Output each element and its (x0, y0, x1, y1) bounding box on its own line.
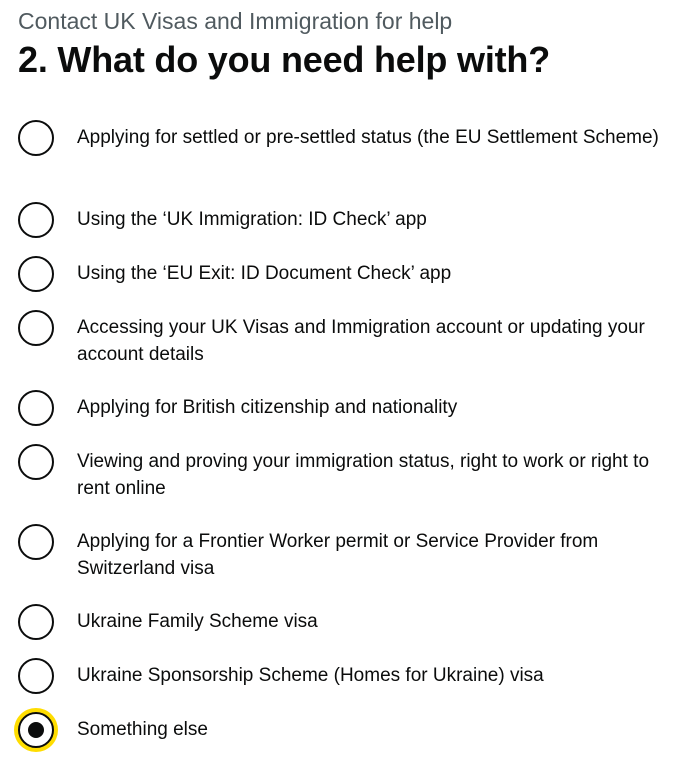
radio-label[interactable]: Applying for a Frontier Worker permit or Service Provider from Switzerland visa (77, 531, 599, 579)
radio-selected-dot (28, 722, 44, 738)
radio-button[interactable] (18, 310, 54, 346)
radio-label[interactable]: Ukraine Family Scheme visa (77, 611, 318, 632)
radio-label[interactable]: Using the ‘EU Exit: ID Document Check’ app (77, 263, 452, 284)
radio-label[interactable]: Ukraine Sponsorship Scheme (Homes for Ukraine) visa (77, 665, 544, 686)
page-caption: Contact UK Visas and Immigration for help (18, 8, 453, 34)
radio-label[interactable]: Accessing your UK Visas and Immigration account or updating your account details (77, 317, 645, 365)
radio-button-selected[interactable] (18, 712, 54, 748)
radio-label[interactable]: Applying for British citizenship and nationality (77, 397, 458, 418)
radio-label[interactable]: Viewing and proving your immigration status, right to work or right to rent online (77, 451, 650, 499)
radio-label[interactable]: Something else (77, 719, 208, 740)
radio-label[interactable]: Using the ‘UK Immigration: ID Check’ app (77, 209, 427, 230)
radio-button[interactable] (18, 604, 54, 640)
radio-button[interactable] (18, 444, 54, 480)
radio-button[interactable] (18, 120, 54, 156)
radio-button[interactable] (18, 658, 54, 694)
page-title: 2. What do you need help with? (18, 39, 550, 80)
radio-label[interactable]: Applying for settled or pre-settled status (the EU Settlement Scheme) (77, 127, 659, 148)
radio-button[interactable] (18, 202, 54, 238)
radio-button[interactable] (18, 524, 54, 560)
radio-button[interactable] (18, 390, 54, 426)
radio-button[interactable] (18, 256, 54, 292)
